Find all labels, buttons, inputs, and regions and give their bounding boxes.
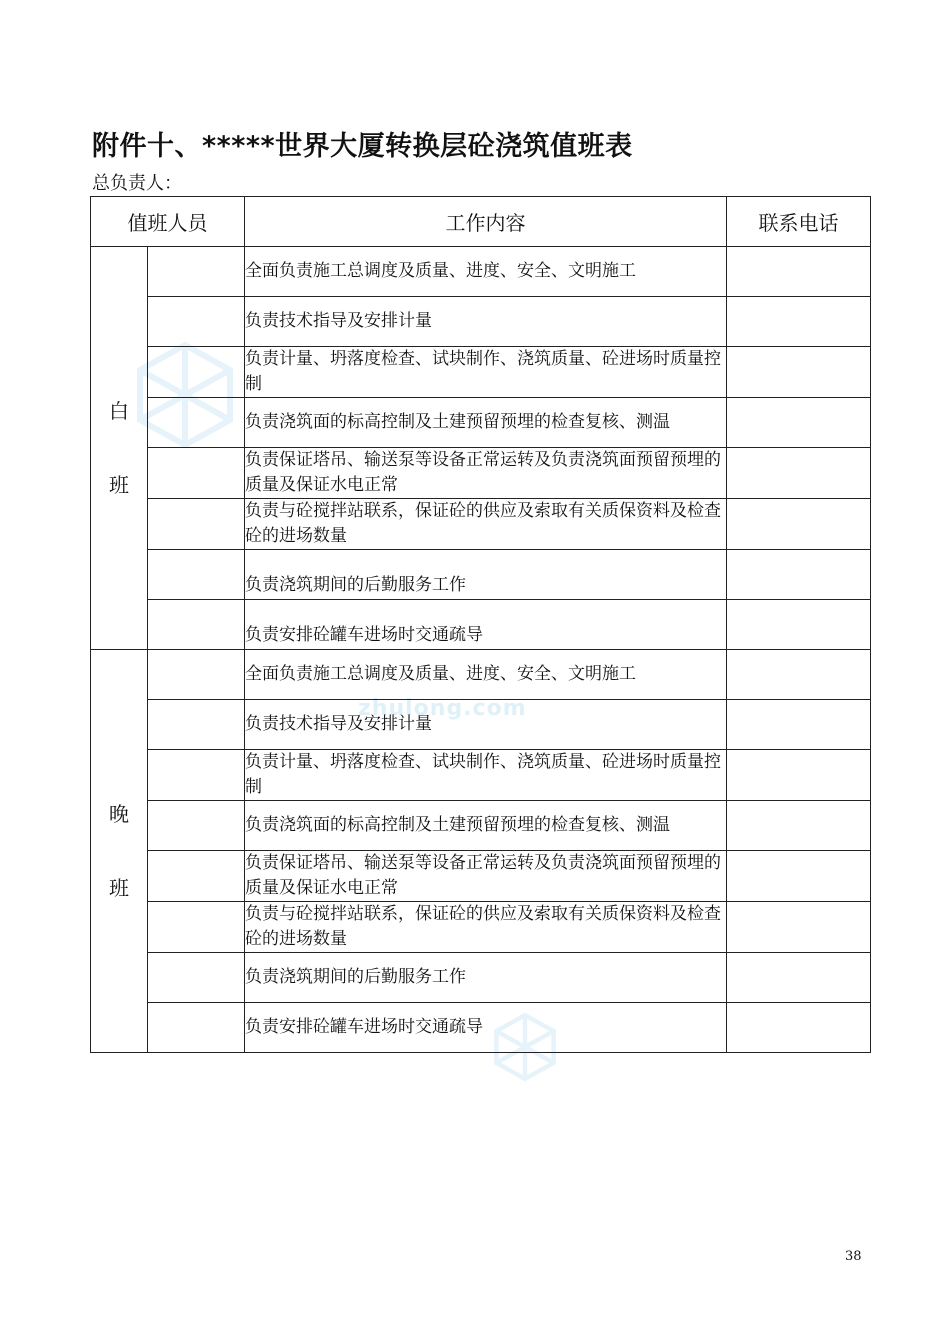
table-row <box>91 347 871 398</box>
table-row <box>91 448 871 499</box>
table-row <box>91 1003 871 1053</box>
phone-cell <box>727 953 871 1003</box>
table-row <box>91 600 871 650</box>
phone-cell <box>727 347 871 398</box>
table-row <box>91 902 871 953</box>
task-cell: 负责浇筑期间的后勤服务工作 <box>245 953 727 1003</box>
table-row <box>91 550 871 600</box>
shift-label-char: 白 <box>109 399 129 423</box>
table-row <box>91 247 871 297</box>
shift-label-char: 班 <box>109 876 129 900</box>
task-cell: 负责保证塔吊、输送泵等设备正常运转及负责浇筑面预留预埋的质量及保证水电正常 <box>245 448 727 499</box>
table-row <box>91 499 871 550</box>
table-row <box>91 851 871 902</box>
task-cell: 负责计量、坍落度检查、试块制作、浇筑质量、砼进场时质量控制 <box>245 347 727 398</box>
staff-cell <box>148 247 245 297</box>
phone-cell <box>727 801 871 851</box>
task-cell: 负责与砼搅拌站联系，保证砼的供应及索取有关质保资料及检查砼的进场数量 <box>245 499 727 550</box>
header-content: 工作内容 <box>245 197 727 247</box>
phone-cell <box>727 297 871 347</box>
table-header-row <box>91 197 871 247</box>
task-cell: 负责浇筑面的标高控制及土建预留预埋的检查复核、测温 <box>245 398 727 448</box>
task-cell: 全面负责施工总调度及质量、进度、安全、文明施工 <box>245 247 727 297</box>
phone-cell <box>727 851 871 902</box>
phone-cell <box>727 1003 871 1053</box>
table-row <box>91 801 871 851</box>
phone-cell <box>727 700 871 750</box>
staff-cell <box>148 801 245 851</box>
staff-cell <box>148 953 245 1003</box>
staff-cell <box>148 750 245 801</box>
task-cell: 负责安排砼罐车进场时交通疏导 <box>245 1003 727 1053</box>
document-title: 附件十、*****世界大厦转换层砼浇筑值班表 <box>92 131 633 162</box>
shift-label-char: 晚 <box>109 802 129 826</box>
table-row <box>91 750 871 801</box>
watermark-text: zhulong.com <box>358 696 527 721</box>
header-staff: 值班人员 <box>91 197 245 247</box>
phone-cell <box>727 448 871 499</box>
staff-cell <box>148 902 245 953</box>
shift-label-char: 班 <box>109 473 129 497</box>
table-row <box>91 953 871 1003</box>
task-cell: 全面负责施工总调度及质量、进度、安全、文明施工 <box>245 650 727 700</box>
staff-cell <box>148 700 245 750</box>
phone-cell <box>727 600 871 650</box>
header-phone: 联系电话 <box>727 197 871 247</box>
task-cell: 负责技术指导及安排计量 <box>245 700 727 750</box>
duty-table <box>90 196 871 1053</box>
task-cell: 负责浇筑期间的后勤服务工作 <box>245 550 727 600</box>
staff-cell <box>148 1003 245 1053</box>
phone-cell <box>727 550 871 600</box>
table-row <box>91 650 871 700</box>
staff-cell <box>148 398 245 448</box>
staff-cell <box>148 650 245 700</box>
phone-cell <box>727 902 871 953</box>
task-cell: 负责保证塔吊、输送泵等设备正常运转及负责浇筑面预留预埋的质量及保证水电正常 <box>245 851 727 902</box>
staff-cell <box>148 550 245 600</box>
task-cell: 负责计量、坍落度检查、试块制作、浇筑质量、砼进场时质量控制 <box>245 750 727 801</box>
phone-cell <box>727 247 871 297</box>
phone-cell <box>727 398 871 448</box>
shift-label <box>91 650 148 1053</box>
table-row <box>91 398 871 448</box>
staff-cell <box>148 347 245 398</box>
staff-cell <box>148 600 245 650</box>
table-row <box>91 700 871 750</box>
phone-cell <box>727 499 871 550</box>
shift-label <box>91 247 148 650</box>
leader-label: 总负责人： <box>92 173 182 194</box>
page-number: 38 <box>845 1249 862 1264</box>
phone-cell <box>727 650 871 700</box>
task-cell: 负责与砼搅拌站联系，保证砼的供应及索取有关质保资料及检查砼的进场数量 <box>245 902 727 953</box>
task-cell: 负责安排砼罐车进场时交通疏导 <box>245 600 727 650</box>
task-cell: 负责浇筑面的标高控制及土建预留预埋的检查复核、测温 <box>245 801 727 851</box>
staff-cell <box>148 851 245 902</box>
task-cell: 负责技术指导及安排计量 <box>245 297 727 347</box>
staff-cell <box>148 499 245 550</box>
phone-cell <box>727 750 871 801</box>
table-row <box>91 297 871 347</box>
staff-cell <box>148 448 245 499</box>
staff-cell <box>148 297 245 347</box>
